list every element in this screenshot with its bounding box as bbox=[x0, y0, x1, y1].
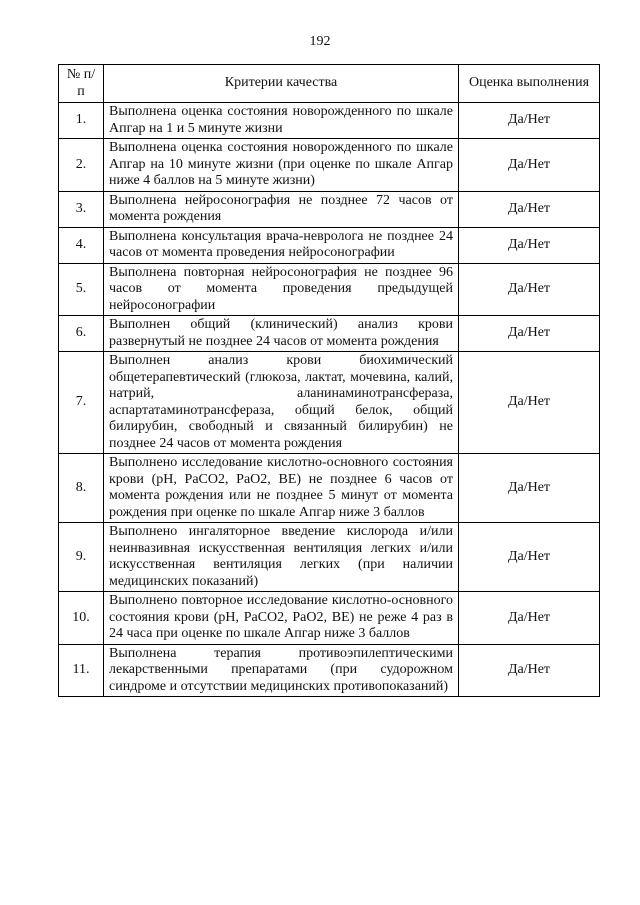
row-criteria: Выполнен анализ крови биохимический общетерапевтический (глюкоза, лактат, мочевина, калий, натрий, аланинаминотрансфераза, аспартатаминотрансфераза, общий белок, общий билирубин, свободный и связанный билирубин) не позднее 24 часов от момента рождения bbox=[104, 352, 459, 454]
row-number: 2. bbox=[59, 139, 104, 192]
row-evaluation: Да/Нет bbox=[459, 523, 600, 592]
row-number: 1. bbox=[59, 103, 104, 139]
row-evaluation: Да/Нет bbox=[459, 352, 600, 454]
row-number: 11. bbox=[59, 644, 104, 697]
table-row bbox=[59, 191, 600, 227]
row-evaluation: Да/Нет bbox=[459, 227, 600, 263]
row-evaluation: Да/Нет bbox=[459, 191, 600, 227]
table-row bbox=[59, 139, 600, 192]
row-number: 10. bbox=[59, 592, 104, 645]
row-evaluation: Да/Нет bbox=[459, 316, 600, 352]
row-criteria: Выполнена консультация врача-невролога не позднее 24 часов от момента проведения нейросонографии bbox=[104, 227, 459, 263]
row-evaluation: Да/Нет bbox=[459, 139, 600, 192]
row-criteria: Выполнена повторная нейросонография не позднее 96 часов от момента проведения предыдущей нейросонографии bbox=[104, 263, 459, 316]
header-criteria: Критерии качества bbox=[104, 65, 459, 103]
row-number: 6. bbox=[59, 316, 104, 352]
header-number: № п/п bbox=[59, 65, 104, 103]
row-criteria: Выполнена терапия противоэпилептическими лекарственными препаратами (при судорожном синдроме и отсутствии медицинских противопоказаний) bbox=[104, 644, 459, 697]
row-evaluation: Да/Нет bbox=[459, 592, 600, 645]
row-number: 4. bbox=[59, 227, 104, 263]
row-number: 9. bbox=[59, 523, 104, 592]
table-row bbox=[59, 316, 600, 352]
row-number: 3. bbox=[59, 191, 104, 227]
table-row bbox=[59, 644, 600, 697]
table-row bbox=[59, 352, 600, 454]
table-row bbox=[59, 103, 600, 139]
row-criteria: Выполнена нейросонография не позднее 72 часов от момента рождения bbox=[104, 191, 459, 227]
row-number: 7. bbox=[59, 352, 104, 454]
row-number: 8. bbox=[59, 454, 104, 523]
table-row bbox=[59, 592, 600, 645]
row-criteria: Выполнена оценка состояния новорожденного по шкале Апгар на 1 и 5 минуте жизни bbox=[104, 103, 459, 139]
row-criteria: Выполнена оценка состояния новорожденного по шкале Апгар на 10 минуте жизни (при оценке по шкале Апгар ниже 4 баллов на 5 минуте жизни) bbox=[104, 139, 459, 192]
page-number: 192 bbox=[309, 34, 331, 49]
row-evaluation: Да/Нет bbox=[459, 263, 600, 316]
quality-criteria-table bbox=[58, 64, 600, 697]
header-evaluation: Оценка выполнения bbox=[459, 65, 600, 103]
row-evaluation: Да/Нет bbox=[459, 644, 600, 697]
row-number: 5. bbox=[59, 263, 104, 316]
table-row bbox=[59, 454, 600, 523]
row-evaluation: Да/Нет bbox=[459, 103, 600, 139]
row-evaluation: Да/Нет bbox=[459, 454, 600, 523]
row-criteria: Выполнено ингаляторное введение кислорода и/или неинвазивная искусственная вентиляция легких и/или искусственная вентиляция легких (при наличии медицинских показаний) bbox=[104, 523, 459, 592]
table-header-row bbox=[59, 65, 600, 103]
table-row bbox=[59, 523, 600, 592]
row-criteria: Выполнено повторное исследование кислотно-основного состояния крови (pH, PaCO2, PaO2, BE) не реже 4 раз в 24 часа при оценке по шкале Апгар ниже 3 баллов bbox=[104, 592, 459, 645]
row-criteria: Выполнено исследование кислотно-основного состояния крови (pH, PaCO2, PaO2, BE) не позднее 6 часов от момента рождения или не позднее 5 минут от момента рождения при оценке по шкале Апгар ниже 3 баллов bbox=[104, 454, 459, 523]
table-row bbox=[59, 227, 600, 263]
table-row bbox=[59, 263, 600, 316]
row-criteria: Выполнен общий (клинический) анализ крови развернутый не позднее 24 часов от момента рождения bbox=[104, 316, 459, 352]
